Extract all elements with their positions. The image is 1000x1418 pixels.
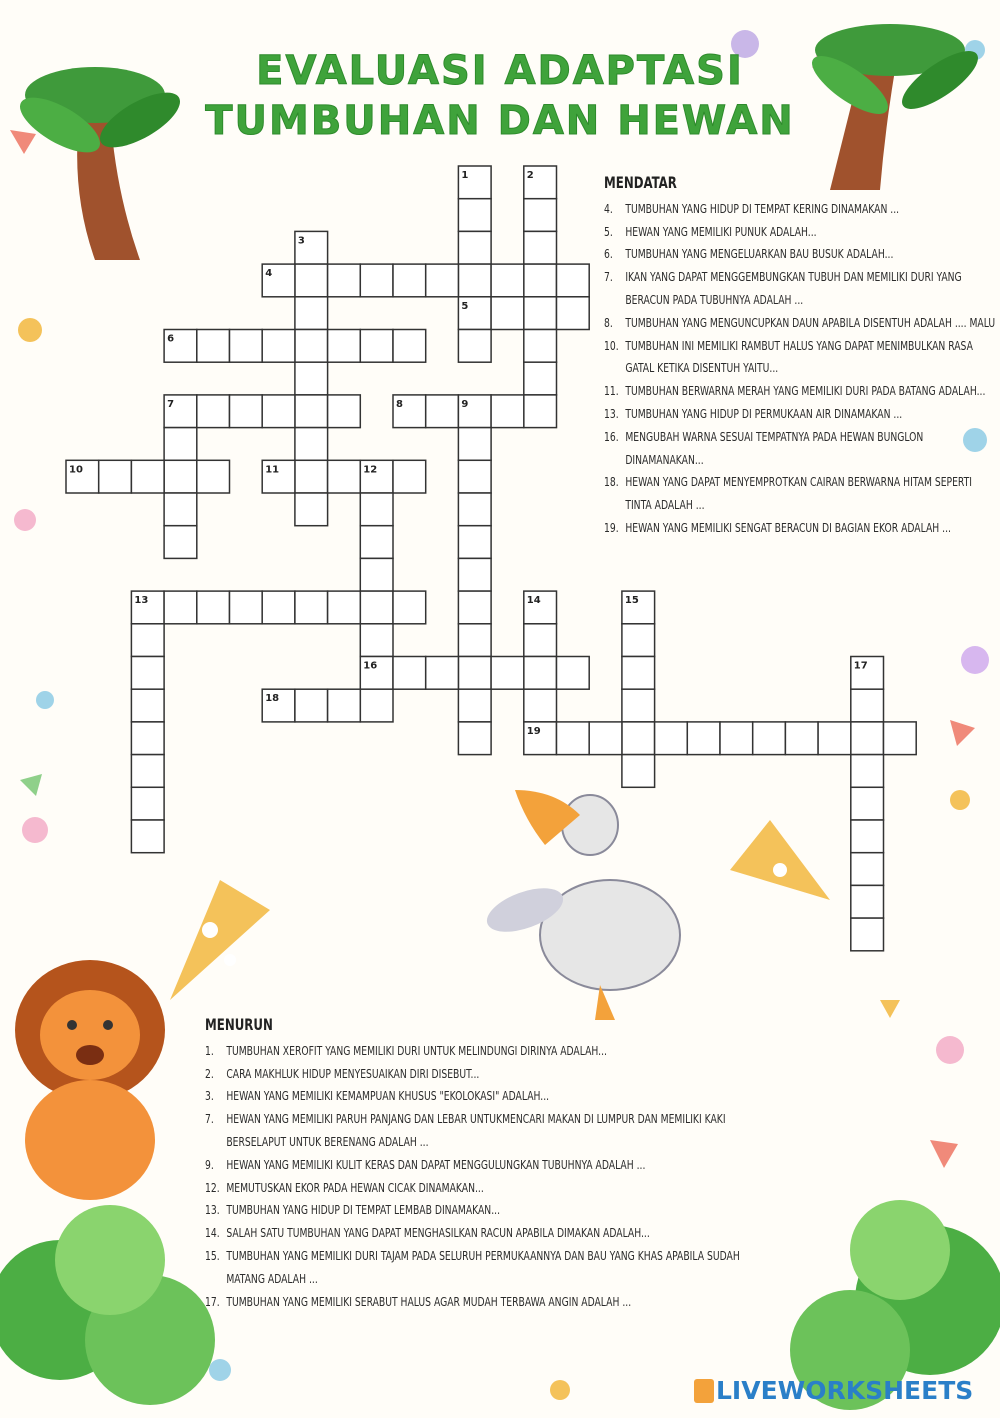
crossword-cell[interactable] bbox=[524, 362, 557, 395]
crossword-cell[interactable] bbox=[851, 755, 884, 788]
clue-number: 8. bbox=[604, 314, 613, 330]
clue-number: 9. bbox=[205, 1156, 214, 1172]
crossword-cell[interactable] bbox=[687, 722, 720, 755]
down-clue-item bbox=[205, 1245, 779, 1291]
crossword-cell[interactable] bbox=[164, 526, 197, 559]
down-clue-item bbox=[205, 1063, 779, 1086]
crossword-cell[interactable] bbox=[262, 395, 295, 428]
crossword-cell[interactable] bbox=[818, 722, 851, 755]
clue-text: HEWAN YANG MEMILIKI KEMAMPUAN KHUSUS "EKOLOKASI" ADALAH... bbox=[226, 1088, 550, 1104]
crossword-cell[interactable] bbox=[557, 657, 590, 690]
crossword-cell-number: 7 bbox=[167, 398, 175, 410]
crossword-cell[interactable] bbox=[131, 689, 164, 722]
crossword-cell[interactable] bbox=[295, 362, 328, 395]
crossword-cell-number: 8 bbox=[396, 398, 403, 410]
crossword-cell[interactable] bbox=[262, 591, 295, 624]
crossword-cell[interactable] bbox=[622, 689, 655, 722]
across-clue-item bbox=[604, 380, 998, 403]
crossword-cell[interactable] bbox=[230, 591, 263, 624]
crossword-cell[interactable] bbox=[557, 264, 590, 297]
logo-text: LIVEWORKSHEETS bbox=[716, 1376, 974, 1405]
crossword-cell[interactable] bbox=[164, 591, 197, 624]
clue-number: 7. bbox=[205, 1111, 214, 1127]
crossword-cell[interactable] bbox=[360, 264, 393, 297]
clue-number: 13. bbox=[604, 405, 619, 421]
crossword-cell[interactable] bbox=[851, 918, 884, 951]
crossword-cell[interactable] bbox=[360, 558, 393, 591]
crossword-cell-number: 3 bbox=[297, 235, 305, 247]
clue-text: SALAH SATU TUMBUHAN YANG DAPAT MENGHASILKAN RACUN APABILA DIMAKAN ADALAH... bbox=[226, 1225, 650, 1241]
clue-text: HEWAN YANG MEMILIKI PUNUK ADALAH... bbox=[625, 223, 817, 239]
crossword-cell-number: 13 bbox=[134, 595, 149, 607]
crossword-cell[interactable] bbox=[851, 885, 884, 918]
crossword-cell[interactable] bbox=[295, 297, 328, 330]
crossword-cell[interactable] bbox=[557, 297, 590, 330]
clue-text: TUMBUHAN YANG MENGELUARKAN BAU BUSUK ADALAH... bbox=[625, 246, 894, 262]
clue-text: TUMBUHAN YANG MENGUNCUPKAN DAUN APABILA DISENTUH ADALAH .... MALU bbox=[625, 314, 996, 330]
clue-text: TUMBUHAN XEROFIT YANG MEMILIKI DURI UNTUK MELINDUNGI DIRINYA ADALAH... bbox=[226, 1042, 607, 1058]
crossword-cell[interactable] bbox=[524, 264, 557, 297]
crossword-cell[interactable] bbox=[458, 624, 491, 657]
crossword-cell-number: 15 bbox=[624, 595, 639, 607]
crossword-cell[interactable] bbox=[393, 657, 426, 690]
crossword-cell[interactable] bbox=[491, 395, 524, 428]
clue-number: 2. bbox=[205, 1065, 214, 1081]
down-heading: MENURUN bbox=[205, 1015, 273, 1034]
page-title-line-1: EVALUASI ADAPTASI bbox=[256, 48, 744, 94]
crossword-cell[interactable] bbox=[622, 722, 655, 755]
clue-number: 11. bbox=[604, 383, 619, 399]
crossword-cell-number: 12 bbox=[363, 464, 378, 476]
clue-text: TUMBUHAN YANG HIDUP DI PERMUKAAN AIR DINAMAKAN ... bbox=[625, 405, 903, 421]
crossword-cell[interactable] bbox=[720, 722, 753, 755]
crossword-cell[interactable] bbox=[458, 526, 491, 559]
crossword-cell[interactable] bbox=[295, 395, 328, 428]
across-clue-item bbox=[604, 335, 998, 381]
crossword-cell[interactable] bbox=[458, 591, 491, 624]
across-clue-item bbox=[604, 403, 998, 426]
clue-text: HEWAN YANG MEMILIKI PARUH PANJANG DAN LEBAR UNTUKMENCARI MAKAN DI LUMPUR DAN MEMILIKI KAKI BERSELAPUT UNTUK BERENANG ADALAH ... bbox=[226, 1111, 726, 1149]
down-clue-item bbox=[205, 1199, 779, 1222]
crossword-cell[interactable] bbox=[295, 428, 328, 461]
crossword-cell-number: 6 bbox=[167, 333, 175, 345]
crossword-cell[interactable] bbox=[131, 820, 164, 853]
crossword-cell[interactable] bbox=[360, 526, 393, 559]
crossword-cell[interactable] bbox=[458, 689, 491, 722]
crossword-cell[interactable] bbox=[197, 395, 230, 428]
liveworksheets-logo[interactable] bbox=[694, 1376, 973, 1405]
crossword-cell[interactable] bbox=[622, 624, 655, 657]
clue-number: 5. bbox=[604, 223, 613, 239]
crossword-cell[interactable] bbox=[426, 264, 459, 297]
crossword-cell[interactable] bbox=[851, 820, 884, 853]
crossword-cell[interactable] bbox=[295, 591, 328, 624]
clue-text: HEWAN YANG DAPAT MENYEMPROTKAN CAIRAN BERWARNA HITAM SEPERTI TINTA ADALAH ... bbox=[625, 474, 972, 513]
across-clue-item bbox=[604, 198, 998, 221]
clue-number: 14. bbox=[205, 1225, 220, 1241]
clue-text: MENGUBAH WARNA SESUAI TEMPATNYA PADA HEWAN BUNGLON DINAMANAKAN... bbox=[625, 428, 924, 467]
across-clue-item bbox=[604, 243, 998, 266]
crossword-cell[interactable] bbox=[295, 689, 328, 722]
crossword-cell[interactable] bbox=[491, 264, 524, 297]
clue-number: 10. bbox=[604, 337, 619, 353]
crossword-cell[interactable] bbox=[622, 755, 655, 788]
clue-text: MEMUTUSKAN EKOR PADA HEWAN CICAK DINAMAKAN... bbox=[226, 1179, 484, 1195]
clue-number: 15. bbox=[205, 1247, 220, 1263]
crossword-cell[interactable] bbox=[557, 722, 590, 755]
clue-text: TUMBUHAN YANG HIDUP DI TEMPAT KERING DINAMAKAN ... bbox=[625, 200, 900, 216]
crossword-cell-number: 14 bbox=[526, 595, 541, 607]
crossword-cell[interactable] bbox=[491, 657, 524, 690]
crossword-cell[interactable] bbox=[328, 395, 361, 428]
crossword-cell[interactable] bbox=[458, 264, 491, 297]
crossword-cell[interactable] bbox=[164, 428, 197, 461]
crossword-cell[interactable] bbox=[360, 689, 393, 722]
crossword-cell[interactable] bbox=[524, 231, 557, 264]
across-clue-item bbox=[604, 312, 998, 335]
crossword-cell[interactable] bbox=[589, 722, 622, 755]
crossword-cell-number: 1 bbox=[461, 170, 469, 181]
crossword-cell[interactable] bbox=[393, 264, 426, 297]
crossword-cell[interactable] bbox=[524, 330, 557, 363]
crossword-cell[interactable] bbox=[328, 689, 361, 722]
clue-text: HEWAN YANG MEMILIKI KULIT KERAS DAN DAPAT MENGGULUNGKAN TUBUHNYA ADALAH ... bbox=[226, 1156, 646, 1172]
crossword-cell[interactable] bbox=[458, 558, 491, 591]
crossword-cell[interactable] bbox=[131, 624, 164, 657]
crossword-cell[interactable] bbox=[393, 330, 426, 363]
crossword-cell[interactable] bbox=[458, 231, 491, 264]
page-title-line-2: TUMBUHAN DAN HEWAN bbox=[205, 98, 795, 144]
bush-left-decoration bbox=[0, 1190, 240, 1414]
crossword-cell-number: 11 bbox=[265, 464, 280, 476]
crossword-cell[interactable] bbox=[99, 460, 132, 493]
crossword-cell-number: 18 bbox=[265, 693, 280, 705]
clue-number: 6. bbox=[604, 246, 613, 262]
clue-number: 7. bbox=[604, 269, 613, 285]
clue-text: HEWAN YANG MEMILIKI SENGAT BERACUN DI BAGIAN EKOR ADALAH ... bbox=[625, 519, 951, 535]
clue-number: 12. bbox=[205, 1179, 220, 1195]
down-clue-item bbox=[205, 1291, 779, 1314]
clue-number: 1. bbox=[205, 1042, 214, 1058]
crossword-cell[interactable] bbox=[491, 297, 524, 330]
across-clues bbox=[604, 172, 998, 540]
crossword-cell[interactable] bbox=[458, 493, 491, 526]
crossword-cell[interactable] bbox=[360, 330, 393, 363]
crossword-cell[interactable] bbox=[131, 722, 164, 755]
clue-number: 16. bbox=[604, 428, 619, 444]
crossword-cell[interactable] bbox=[851, 853, 884, 886]
crossword-cell[interactable] bbox=[458, 657, 491, 690]
clue-text: TUMBUHAN YANG MEMILIKI SERABUT HALUS AGAR MUDAH TERBAWA ANGIN ADALAH ... bbox=[226, 1293, 632, 1309]
clue-number: 17. bbox=[205, 1293, 220, 1309]
crossword-cell[interactable] bbox=[230, 330, 263, 363]
crossword-cell[interactable] bbox=[426, 657, 459, 690]
crossword-cell[interactable] bbox=[458, 722, 491, 755]
crossword-cell[interactable] bbox=[131, 755, 164, 788]
crossword-cell[interactable] bbox=[393, 460, 426, 493]
clue-text: TUMBUHAN YANG HIDUP DI TEMPAT LEMBAB DINAMAKAN... bbox=[226, 1202, 500, 1218]
crossword-cell[interactable] bbox=[197, 591, 230, 624]
crossword-cell[interactable] bbox=[295, 493, 328, 526]
clue-number: 3. bbox=[205, 1088, 214, 1104]
down-clue-item bbox=[205, 1222, 779, 1245]
crossword-cell[interactable] bbox=[458, 330, 491, 363]
across-heading: MENDATAR bbox=[604, 173, 677, 192]
crossword-cell[interactable] bbox=[328, 591, 361, 624]
crossword-cell[interactable] bbox=[524, 297, 557, 330]
down-clue-item bbox=[205, 1040, 779, 1063]
across-clue-item bbox=[604, 517, 998, 540]
crossword-cell-number: 10 bbox=[69, 464, 83, 476]
crossword-cell[interactable] bbox=[328, 264, 361, 297]
clue-number: 13. bbox=[205, 1202, 220, 1218]
clue-text: CARA MAKHLUK HIDUP MENYESUAIKAN DIRI DISEBUT... bbox=[226, 1065, 480, 1081]
clue-number: 19. bbox=[604, 519, 619, 535]
clue-text: TUMBUHAN INI MEMILIKI RAMBUT HALUS YANG DAPAT MENIMBULKAN RASA GATAL KETIKA DISENTUH YAITU... bbox=[625, 337, 973, 376]
crossword-cell[interactable] bbox=[785, 722, 818, 755]
crossword-cell[interactable] bbox=[131, 657, 164, 690]
crossword-cell[interactable] bbox=[393, 591, 426, 624]
crossword-cell[interactable] bbox=[328, 460, 361, 493]
crossword-cell-number: 4 bbox=[265, 268, 273, 280]
down-clue-item bbox=[205, 1085, 779, 1108]
crossword-cell[interactable] bbox=[295, 330, 328, 363]
clue-number: 4. bbox=[604, 200, 613, 216]
crossword-cell[interactable] bbox=[524, 689, 557, 722]
crossword-cell[interactable] bbox=[360, 591, 393, 624]
crossword-cell-number: 16 bbox=[363, 660, 378, 672]
crossword-cell[interactable] bbox=[884, 722, 917, 755]
crossword-cell[interactable] bbox=[753, 722, 786, 755]
crossword-cell[interactable] bbox=[851, 787, 884, 820]
crossword-cell[interactable] bbox=[524, 657, 557, 690]
crossword-cell[interactable] bbox=[360, 493, 393, 526]
across-clue-item bbox=[604, 266, 998, 312]
crossword-cell[interactable] bbox=[295, 460, 328, 493]
crossword-cell[interactable] bbox=[524, 395, 557, 428]
crossword-cell[interactable] bbox=[622, 657, 655, 690]
crossword-cell[interactable] bbox=[458, 460, 491, 493]
down-clue-item bbox=[205, 1154, 779, 1177]
down-clues bbox=[205, 1014, 779, 1313]
crossword-cell[interactable] bbox=[164, 493, 197, 526]
clue-text: TUMBUHAN YANG MEMILIKI DURI TAJAM PADA SELURUH PERMUKAANNYA DAN BAU YANG KHAS APABILA SUDAH MATANG ADALAH ... bbox=[226, 1247, 740, 1286]
crossword-cell-number: 19 bbox=[526, 725, 541, 737]
crossword-cell[interactable] bbox=[458, 428, 491, 461]
crossword-cell[interactable] bbox=[458, 199, 491, 232]
crossword-cell-number: 17 bbox=[853, 660, 868, 672]
clue-text: IKAN YANG DAPAT MENGGEMBUNGKAN TUBUH DAN MEMILIKI DURI YANG BERACUN PADA TUBUHNYA ADALAH ... bbox=[625, 269, 962, 307]
crossword-cell-number: 9 bbox=[461, 398, 469, 410]
crossword-cell[interactable] bbox=[851, 689, 884, 722]
crossword-cell[interactable] bbox=[230, 395, 263, 428]
crossword-cell[interactable] bbox=[262, 330, 295, 363]
crossword-cell[interactable] bbox=[524, 199, 557, 232]
crossword-cell[interactable] bbox=[426, 395, 459, 428]
across-clue-item bbox=[604, 471, 998, 517]
across-clue-item bbox=[604, 426, 998, 472]
crossword-cell[interactable] bbox=[295, 264, 328, 297]
crossword-cell[interactable] bbox=[655, 722, 688, 755]
clue-text: TUMBUHAN BERWARNA MERAH YANG MEMILIKI DURI PADA BATANG ADALAH... bbox=[625, 383, 986, 399]
logo-badge-icon bbox=[694, 1379, 714, 1403]
crossword-cell[interactable] bbox=[328, 330, 361, 363]
crossword-cell-number: 2 bbox=[526, 170, 534, 181]
down-clue-item bbox=[205, 1177, 779, 1200]
across-clue-item bbox=[604, 221, 998, 244]
crossword-cell-number: 5 bbox=[461, 300, 469, 312]
crossword-cell[interactable] bbox=[131, 460, 164, 493]
down-clue-item bbox=[205, 1108, 779, 1154]
crossword-cell[interactable] bbox=[164, 460, 197, 493]
crossword-cell[interactable] bbox=[131, 787, 164, 820]
crossword-cell[interactable] bbox=[197, 460, 230, 493]
crossword-cell[interactable] bbox=[360, 624, 393, 657]
crossword-cell[interactable] bbox=[524, 624, 557, 657]
crossword-cell[interactable] bbox=[197, 330, 230, 363]
clue-number: 18. bbox=[604, 474, 619, 490]
crossword-cell[interactable] bbox=[851, 722, 884, 755]
